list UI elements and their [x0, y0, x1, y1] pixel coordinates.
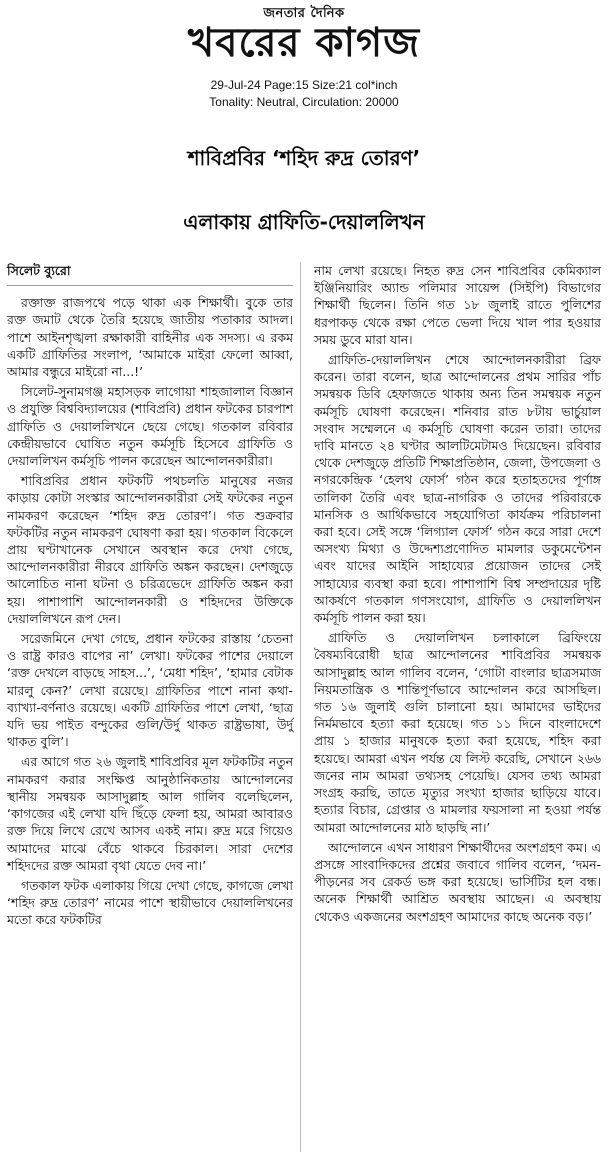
- article-column-left: [7, 262, 293, 932]
- paragraph: গ্রাফিতি-দেয়াললিখন শেষে আন্দোলনকারীরা ব্রিফ করেন। তারা বলেন, ছাত্র আন্দোলনের প্রথম সারির পাঁচ সমন্বয়ক ডিবি হেফাজতে থাকায় অন্য তিন সমন্বয়ক নতুন কর্মসূচি ঘোষণা করেছেন। শনিবার রাত ৮টায় ভার্চুয়াল সংবাদ সম্মেলনে এ কর্মসূচি ঘোষণা করেন তারা। তাদের দাবি মানতে ২৪ ঘণ্টার আলটিমেটামও দিয়েছেন। রবিবার থেকে দেশজুড়ে প্রতিটি শিক্ষাপ্রতিষ্ঠান, জেলা, উপজেলা ও নগরকেন্দ্রিক ‘হেলথ ফোর্স’ গঠন করে হতাহতদের পূর্ণাঙ্গ তালিকা তৈরি এবং ছাত্র-নাগরিক ও তাদের পরিবারকে মানসিক ও আর্থিকভাবে সহযোগিতা কার্যক্রম পরিচালনা করা হবে। সেই সঙ্গে ‘লিগ্যাল ফোর্স’ গঠন করে সারা দেশে অসংখ্য মিথ্যা ও উদ্দেশ্যপ্রণোদিত মামলার ডকুমেন্টেশন এবং যাদের আইনি সাহায্যের প্রয়োজন তাদের সেই সাহায্যের ব্যবস্থা করা হবে। পাশাপাশি বিশ্ব সম্প্রদায়ের দৃষ্টি আকর্ষণে গতকাল গণসংযোগ, গ্রাফিতি ও দেয়াললিখন কর্মসূচি পালন করা হয়।: [314, 352, 601, 626]
- paragraph: সরেজমিনে দেখা গেছে, প্রধান ফটকের রাস্তায় ‘চেতনা ও রাষ্ট্র কারও বাপের না’ লেখা। ফটকের পাশের দেয়ালে ‘রক্ত দেখলে বাড়ছে সাহস...’, ‘মেধা শহিদ’, ‘হামার বেটাক মারলু কেন?’ লেখা রয়েছে। গ্রাফিতির পাশে নানা কথা-ব্যাখ্যা-বর্ণনাও রয়েছে। একটি গ্রাফিতির পাশে লেখা, ‘ছাত্র যদি ভয় পাইত বন্দুকের গুলি/উর্দু থাকত রাষ্ট্রভাষা, উর্দু থাকত বুলি’।: [7, 631, 293, 750]
- column-divider: [300, 262, 301, 1152]
- clipping-meta-tonality: Tonality: Neutral, Circulation: 20000: [209, 95, 399, 109]
- clipping-meta-date-size: 29-Jul-24 Page:15 Size:21 col*inch: [210, 78, 398, 92]
- headline-line-1: শাবিপ্রবির ‘শহিদ রুদ্র তোরণ’: [187, 146, 421, 170]
- masthead-tagline: জনতার দৈনিক: [263, 6, 345, 21]
- paragraph: সিলেট-সুনামগঞ্জ মহাসড়ক লাগোয়া শাহজালাল বিজ্ঞান ও প্রযুক্তি বিশ্ববিদ্যালয়ের (শাবিপ্রবি) প্রধান ফটকের চারপাশ গ্রাফিতি ও দেয়াললিখনে ছেয়ে গেছে। গতকাল রবিবার কেন্দ্রীয়ভাবে ঘোষিত নতুন কর্মসূচি হিসেবে গ্রাফিতি ও দেয়াললিখন কর্মসূচি পালন করেছেন আন্দোলনকারীরা।: [7, 384, 293, 469]
- paragraph: আন্দোলনে এখন সাধারণ শিক্ষার্থীদের অংশগ্রহণ কম। এ প্রসঙ্গে সাংবাদিকদের প্রশ্নের জবাবে গালিব বলেন, ‘দমন-পীড়নের সব রেকর্ড ভঙ্গ করা হয়েছে। ভার্সিটির হল বন্ধ। অনেক শিক্ষার্থী আশ্রিত অবস্থায় আছেন। এ অবস্থায় থেকেও একজনের অংশগ্রহণ আমাদের কাছে অনেক বড়।’: [314, 839, 601, 924]
- article-column-right: [314, 262, 601, 928]
- paragraph: গতকাল ফটক এলাকায় গিয়ে দেখা গেছে, কাগজে লেখা ‘শহিদ রুদ্র তোরণ’ নামের পাশে স্থায়ীভাবে দেয়াললিখনের মতো করে ফটকটির: [7, 877, 293, 928]
- paragraph: শাবিপ্রবির প্রধান ফটকটি পথচলতি মানুষের নজর কাড়ায় কোটা সংস্কার আন্দোলনকারীরা সেই ফটকের নতুন নামকরণ করেছেন ‘শহিদ রুদ্র তোরণ’। গত শুক্রবার ফটকটির নতুন নামকরণ ঘোষণা করা হয়। গতকাল বিকেলে প্রায় ঘণ্টাখানেক সেখানে অবস্থান করে দেখা গেছে, আন্দোলনকারীরা নীরবে গ্রাফিতি অঙ্কন করছেন। দেশজুড়ে আলোচিত নানা ঘটনা ও চরিত্রভেদে গ্রাফিতি অঙ্কন করা হয়। পাশাপাশি আন্দোলনকারী ও শহিদদের উক্তিকে দেয়াললিখনে রূপ দেন।: [7, 473, 293, 626]
- newspaper-name: খবরের কাগজ: [187, 20, 421, 66]
- paragraph-continuation: নাম লেখা রয়েছে। নিহত রুদ্র সেন শাবিপ্রবির কেমিক্যাল ইঞ্জিনিয়ারিং অ্যান্ড পলিমার সায়েন্স (সিইপি) বিভাগের শিক্ষার্থী ছিলেন। তিনি গত ১৮ জুলাই রাতে পুলিশের ধরপাকড় থেকে রক্ষা পেতে ভেলা দিয়ে খাল পার হওয়ার সময় ডুবে মারা যান।: [314, 263, 601, 347]
- headline-line-2: এলাকায় গ্রাফিতি-দেয়াললিখন: [183, 210, 425, 234]
- paragraph: রক্তাক্ত রাজপথে পড়ে থাকা এক শিক্ষার্থী। বুকে তার রক্ত জমাট থেকে তৈরি হয়েছে জাতীয় পতাকার আদল। পাশে আইনশৃঙ্খলা রক্ষাকারী বাহিনীর এক সদস্য। এ রকম একটি গ্রাফিতির সংলাপ, ‘আমাকে মাইরা ফেলো আব্বা, আমার বন্ধুরে মাইরো না...!’: [7, 295, 293, 380]
- paragraph: এর আগে গত ২৬ জুলাই শাবিপ্রবির মূল ফটকটির নতুন নামকরণ করার সংক্ষিপ্ত আনুষ্ঠানিকতায় আন্দোলনের স্থানীয় সমন্বয়ক আসাদুল্লাহ আল গালিব বলেছিলেন, ‘কাগজের এই লেখা যদি ছিঁড়ে ফেলা হয়, আমরা আবারও রক্ত দিয়ে লিখে রেখে আসব একই নাম। রুদ্র মরে গিয়েও আমাদের মাঝে বেঁচে থাকবে চিরকাল। সারা দেশের শহিদদের রক্ত আমরা বৃথা যেতে দেব না।’: [7, 754, 293, 873]
- byline: সিলেট ব্যুরো: [7, 262, 293, 286]
- paragraph: গ্রাফিতি ও দেয়াললিখন চলাকালে ব্রিফিংয়ে বৈষম্যবিরোধী ছাত্র আন্দোলনের শাবিপ্রবির সমন্বয়ক আসাদুল্লাহ আল গালিব বলেন, ‘গোটা বাংলার ছাত্রসমাজ নিয়মতান্ত্রিক ও শান্তিপূর্ণভাবে আন্দোলন করে আসছিল। গত ১৬ জুলাই গুলি চালানো হয়। আমাদের ভাইদের নির্মমভাবে হত্যা করা হয়েছে। গত ১১ দিনে বাংলাদেশে প্রায় ১ হাজার মানুষকে হত্যা করা হয়েছে, শহিদ করা হয়েছে। আমরা এখন পর্যন্ত যে লিস্ট করেছি, সেখানে ২৬৬ জনের নাম আমরা তথ্যসহ পেয়েছি। যেসব তথ্য আমরা সংগ্রহ করছি, তাতে মৃত্যুর সংখ্যা হাজার ছাড়িয়ে যাবে। হত্যার বিচার, গ্রেপ্তার ও মামলার ফয়সালা না হওয়া পর্যন্ত আমরা আন্দোলনের মাঠ ছাড়ছি না।’: [314, 630, 601, 835]
